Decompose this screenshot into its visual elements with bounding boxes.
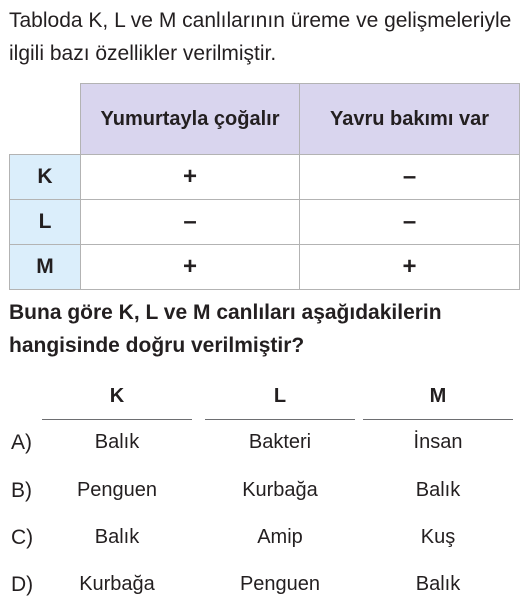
option-l-value: Kurbağa [242, 479, 318, 501]
table-row [10, 200, 520, 245]
table-cell: – [81, 200, 300, 245]
option-b[interactable] [0, 479, 527, 509]
option-m-value: Balık [415, 479, 461, 501]
intro-text: Tabloda K, L ve M canlılarının üreme ve gelişmeleriyle ilgili bazı özellikler verilmiştir. [9, 9, 512, 65]
option-m-value: Kuş [420, 526, 456, 548]
header-underline [42, 419, 192, 420]
option-m-value: Balık [415, 573, 461, 595]
properties-table [9, 83, 520, 290]
header-lays-eggs: Yumurtayla çoğalır [81, 84, 300, 155]
option-m-value: İnsan [413, 431, 463, 453]
table-cell: + [300, 245, 520, 290]
option-a[interactable] [0, 431, 527, 461]
row-label: M [10, 245, 81, 290]
option-letter: A) [11, 431, 32, 454]
option-l-value: Bakteri [248, 431, 312, 453]
option-k-value: Balık [94, 526, 140, 548]
header-parental-care: Yavru bakımı var [300, 84, 520, 155]
row-label: K [10, 155, 81, 200]
table-cell: + [81, 245, 300, 290]
option-k-value: Kurbağa [79, 573, 155, 595]
table-cell: + [81, 155, 300, 200]
option-l-value: Amip [257, 526, 303, 548]
option-letter: B) [11, 479, 32, 502]
option-k-value: Penguen [76, 479, 158, 501]
header-underline [363, 419, 513, 420]
option-c[interactable] [0, 526, 527, 556]
table-cell: – [300, 155, 520, 200]
table-row [10, 245, 520, 290]
choice-header-k: K [109, 385, 125, 407]
table-header-row [10, 84, 520, 155]
option-l-value: Penguen [239, 573, 321, 595]
choice-header-m: M [429, 385, 447, 407]
header-underline [205, 419, 355, 420]
choice-header-l: L [273, 385, 287, 407]
question-text: Buna göre K, L ve M canlıları aşağıdakilerin hangisinde doğru verilmiştir? [9, 301, 442, 357]
table-row [10, 155, 520, 200]
option-d[interactable] [0, 573, 527, 603]
table-cell: – [300, 200, 520, 245]
row-label: L [10, 200, 81, 245]
option-k-value: Balık [94, 431, 140, 453]
table-corner [10, 84, 81, 155]
option-letter: D) [11, 573, 34, 596]
option-letter: C) [11, 526, 34, 549]
